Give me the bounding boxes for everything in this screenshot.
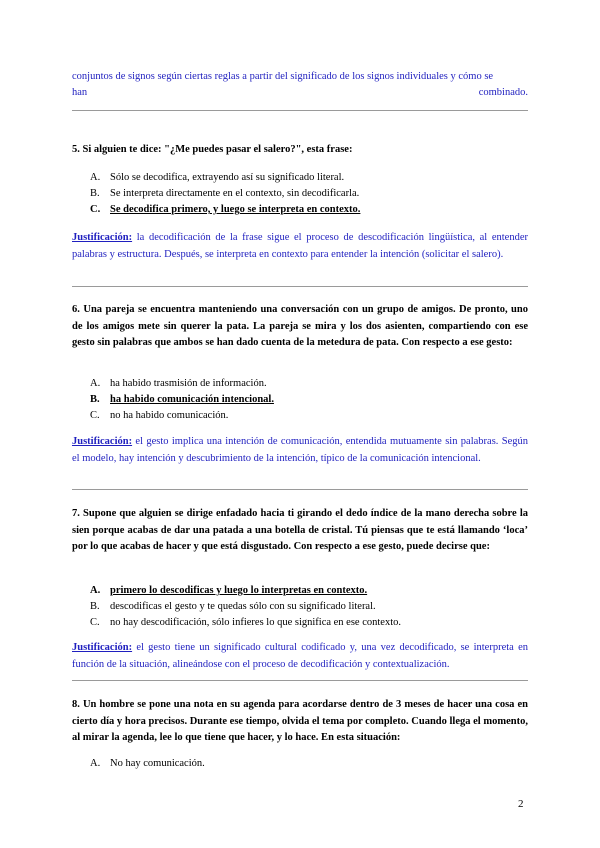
section-divider (72, 489, 528, 490)
option-letter: B. (90, 188, 100, 199)
option-letter: B. (90, 394, 100, 405)
option-b-correct (90, 392, 528, 408)
justification-text: el gesto implica una intención de comunicación, entendida mutuamente sin palabras. Según el modelo, hay intención y descubrimiento de la intención, típico de la comunicación intencional. (72, 436, 528, 464)
justification-6 (72, 434, 528, 467)
section-divider (72, 680, 528, 681)
option-c-correct (90, 202, 528, 218)
justification-label: Justificación: (72, 232, 133, 243)
option-letter: C. (90, 617, 100, 628)
justification-text: la decodificación de la frase sigue el proceso de descodificación lingüística, al entender palabras y estructura. Después, se interpreta en contexto para entender la intención (solicitar el salero). (72, 232, 528, 260)
option-text: ha habido comunicación intencional. (110, 394, 274, 405)
question-7-options (90, 583, 528, 631)
intro-text-left: han (72, 87, 88, 98)
justification-label: Justificación: (72, 436, 133, 447)
option-text: Se decodifica primero, y luego se interpreta en contexto. (110, 204, 361, 215)
option-text: no hay descodificación, sólo infieres lo que significa en ese contexto. (110, 617, 401, 628)
question-7: 7. Supone que alguien se dirige enfadado hacia ti girando el dedo índice de la mano derecha sobre la sien porque acabas de dar una patada a una botella de cristal. Tú piensas que te está llamando ‘loca’ por lo que acabas de hacer y que está disgustado. Con respecto a ese gesto, puede decirse que: (72, 508, 528, 552)
question-8: 8. Un hombre se pone una nota en su agenda para acordarse dentro de 3 meses de hacer una cosa en cierto día y hora precisos. Durante ese tiempo, olvida el tema por completo. Cuando llega el momento, al mirar la agenda, lee lo que tiene que hacer, y lo hace. En esta situación: (72, 699, 528, 743)
option-a (90, 756, 528, 772)
intro-text-line1: conjuntos de signos según ciertas reglas a partir del significado de los signos individuales y cómo se (72, 71, 494, 82)
option-letter: B. (90, 601, 100, 612)
option-text: Sólo se decodifica, extrayendo así su significado literal. (110, 172, 345, 183)
option-text: No hay comunicación. (110, 758, 205, 769)
question-6: 6. Una pareja se encuentra manteniendo una conversación con un grupo de amigos. De pronto, uno de los amigos mete sin querer la pata. La pareja se mira y los dos asienten, compartiendo con ese gesto sin palabras que ambos se han dado cuenta de la metedura de pata. Con respecto a ese gesto: (72, 304, 528, 348)
option-a (90, 376, 528, 392)
option-letter: A. (90, 172, 101, 183)
section-divider (72, 286, 528, 287)
question-6-options (90, 376, 528, 424)
question-8-options (90, 756, 528, 772)
section-divider (72, 110, 528, 111)
option-text: no ha habido comunicación. (110, 410, 229, 421)
intro-text-right: combinado. (478, 87, 528, 98)
justification-5 (72, 230, 528, 263)
question-5-options (90, 170, 528, 218)
option-c (90, 408, 528, 424)
intro-text-line2 (72, 87, 528, 98)
page-number: 2 (518, 798, 524, 810)
justification-label: Justificación: (72, 642, 133, 653)
option-text: primero lo descodificas y luego lo interpretas en contexto. (110, 585, 368, 596)
option-text: descodificas el gesto y te quedas sólo con su significado literal. (110, 601, 376, 612)
question-5: 5. Si alguien te dice: "¿Me puedes pasar el salero?", esta frase: (72, 144, 353, 155)
option-c (90, 615, 528, 631)
option-b (90, 186, 528, 202)
option-letter: C. (90, 204, 101, 215)
option-a-correct (90, 583, 528, 599)
option-a (90, 170, 528, 186)
option-letter: A. (90, 378, 101, 389)
justification-7 (72, 640, 528, 673)
option-letter: A. (90, 585, 101, 596)
option-letter: C. (90, 410, 100, 421)
option-text: ha habido trasmisión de información. (110, 378, 267, 389)
option-letter: A. (90, 758, 101, 769)
option-b (90, 599, 528, 615)
justification-text: el gesto tiene un significado cultural codificado y, una vez decodificado, se interpreta en función de la situación, alineándose con el proceso de decodificación y contextualización. (72, 642, 528, 670)
option-text: Se interpreta directamente en el contexto, sin decodificarla. (110, 188, 360, 199)
